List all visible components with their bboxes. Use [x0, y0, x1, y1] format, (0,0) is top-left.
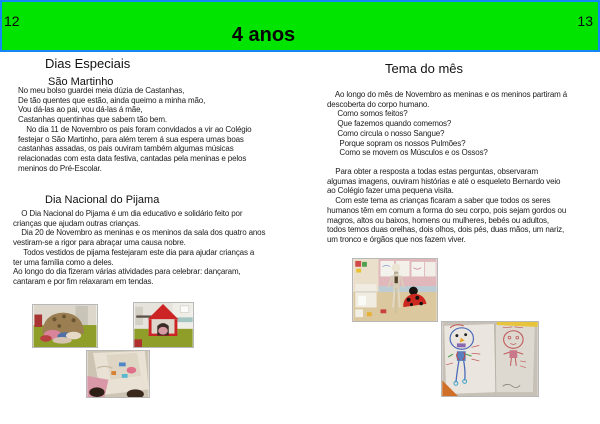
- text-line: Dia 20 de Novembro as meninas e os meninos da sala dos quatro anos: [13, 228, 266, 238]
- section-title-pijama: Dia Nacional do Pijama: [45, 194, 160, 206]
- text-line: Como somos feitos?: [327, 109, 408, 119]
- text-line: Que fazemos quando comemos?: [327, 119, 452, 129]
- photo-relax-tents: [86, 350, 150, 398]
- page-number-right: 13: [577, 13, 593, 29]
- text-line: O Dia Nacional do Pijama é um dia educativo e solidário feito por: [13, 209, 243, 218]
- text-line: um tronco e órgãos que nos fazem viver.: [327, 234, 466, 244]
- photo-castle-tent: [133, 302, 194, 348]
- photo-dome-tent: [32, 304, 98, 348]
- section-title-sao-martinho: São Martinho: [48, 76, 114, 88]
- photo-skeleton-classroom: [352, 258, 438, 322]
- text-line: relacionadas com esta data festiva, cantadas pela meninas e pelos: [18, 153, 247, 163]
- text-line: Ao longo do mês de Novembro as meninas e os meninos partiram á: [327, 90, 568, 99]
- text-line: castanhas assadas, os pais ouviram também algumas músicas: [18, 144, 234, 154]
- text-line: De tão quentes que estão, ainda queimo a minha mão,: [18, 95, 206, 105]
- text-line: festejar o São Martinho, para além terem á sua espera umas boas: [18, 134, 244, 144]
- section-title-dias-especiais: Dias Especiais: [45, 56, 131, 71]
- tema-body-text: [327, 167, 566, 245]
- text-line: meninos do Pré-Escolar.: [18, 163, 102, 173]
- text-line: Com este tema as crianças ficaram a saber que todos os seres: [327, 196, 551, 206]
- text-line: Como se movem os Músculos e os Ossos?: [327, 148, 488, 158]
- text-line: descoberta do corpo humano.: [327, 99, 430, 109]
- text-line: ao Colégio fazer uma pequena visita.: [327, 186, 454, 196]
- relax-tents-photo-image: [87, 351, 149, 397]
- text-line: Ao longo do dia fizeram várias atividades para celebrar: dançaram,: [13, 267, 241, 277]
- section-title-tema-do-mes: Tema do mês: [385, 61, 464, 76]
- page-title: 4 anos: [231, 24, 296, 46]
- text-line: Como circula o nosso Sangue?: [327, 128, 445, 138]
- body-drawings-photo-image: [442, 322, 538, 396]
- page-number-left: 12: [4, 13, 20, 29]
- castle-tent-photo-image: [134, 303, 193, 347]
- text-line: No meu bolso guardei meia dúzia de Castanhas,: [18, 86, 185, 95]
- skeleton-classroom-photo-image: [353, 259, 437, 321]
- tema-intro-text: [327, 90, 567, 158]
- text-line: Vou dá-las ao pai, vou dá-las á mãe,: [18, 105, 143, 115]
- text-line: Para obter a resposta a todas estas perguntas, observaram: [327, 167, 538, 176]
- text-line: Castanhas quentinhas que sabem tão bem.: [18, 115, 167, 125]
- text-line: humanos têm em comum a forma do seu corpo, pois sejam gordos ou: [327, 205, 567, 215]
- text-line: vestiram-se a rigor para abraçar uma causa nobre.: [13, 238, 186, 248]
- text-line: todos temos duas orelhas, dois olhos, dois pés, duas mãos, um nariz,: [327, 225, 565, 235]
- text-line: crianças que ajudam outras crianças.: [13, 218, 141, 228]
- text-line: algumas imagens, ouviram histórias e até o esqueleto Bernardo veio: [327, 176, 561, 186]
- pijama-text: [13, 209, 265, 287]
- photo-body-drawings: [441, 321, 539, 397]
- text-line: No dia 11 de Novembro os pais foram convidados a vir ao Colégio: [18, 124, 252, 134]
- text-line: magros, altos ou baixos, homens ou mulheres, bebés ou adultos,: [327, 215, 549, 225]
- text-line: ter uma família como a deles.: [13, 257, 114, 267]
- sao-martinho-text: [18, 86, 252, 173]
- text-line: cantaram e por fim relaxaram em tendas.: [13, 276, 154, 286]
- text-line: Porque sopram os nossos Pulmões?: [327, 138, 466, 148]
- dome-tent-photo-image: [33, 305, 97, 347]
- text-line: Todos vestidos de pijama festejaram este dia para ajudar crianças a: [13, 247, 255, 257]
